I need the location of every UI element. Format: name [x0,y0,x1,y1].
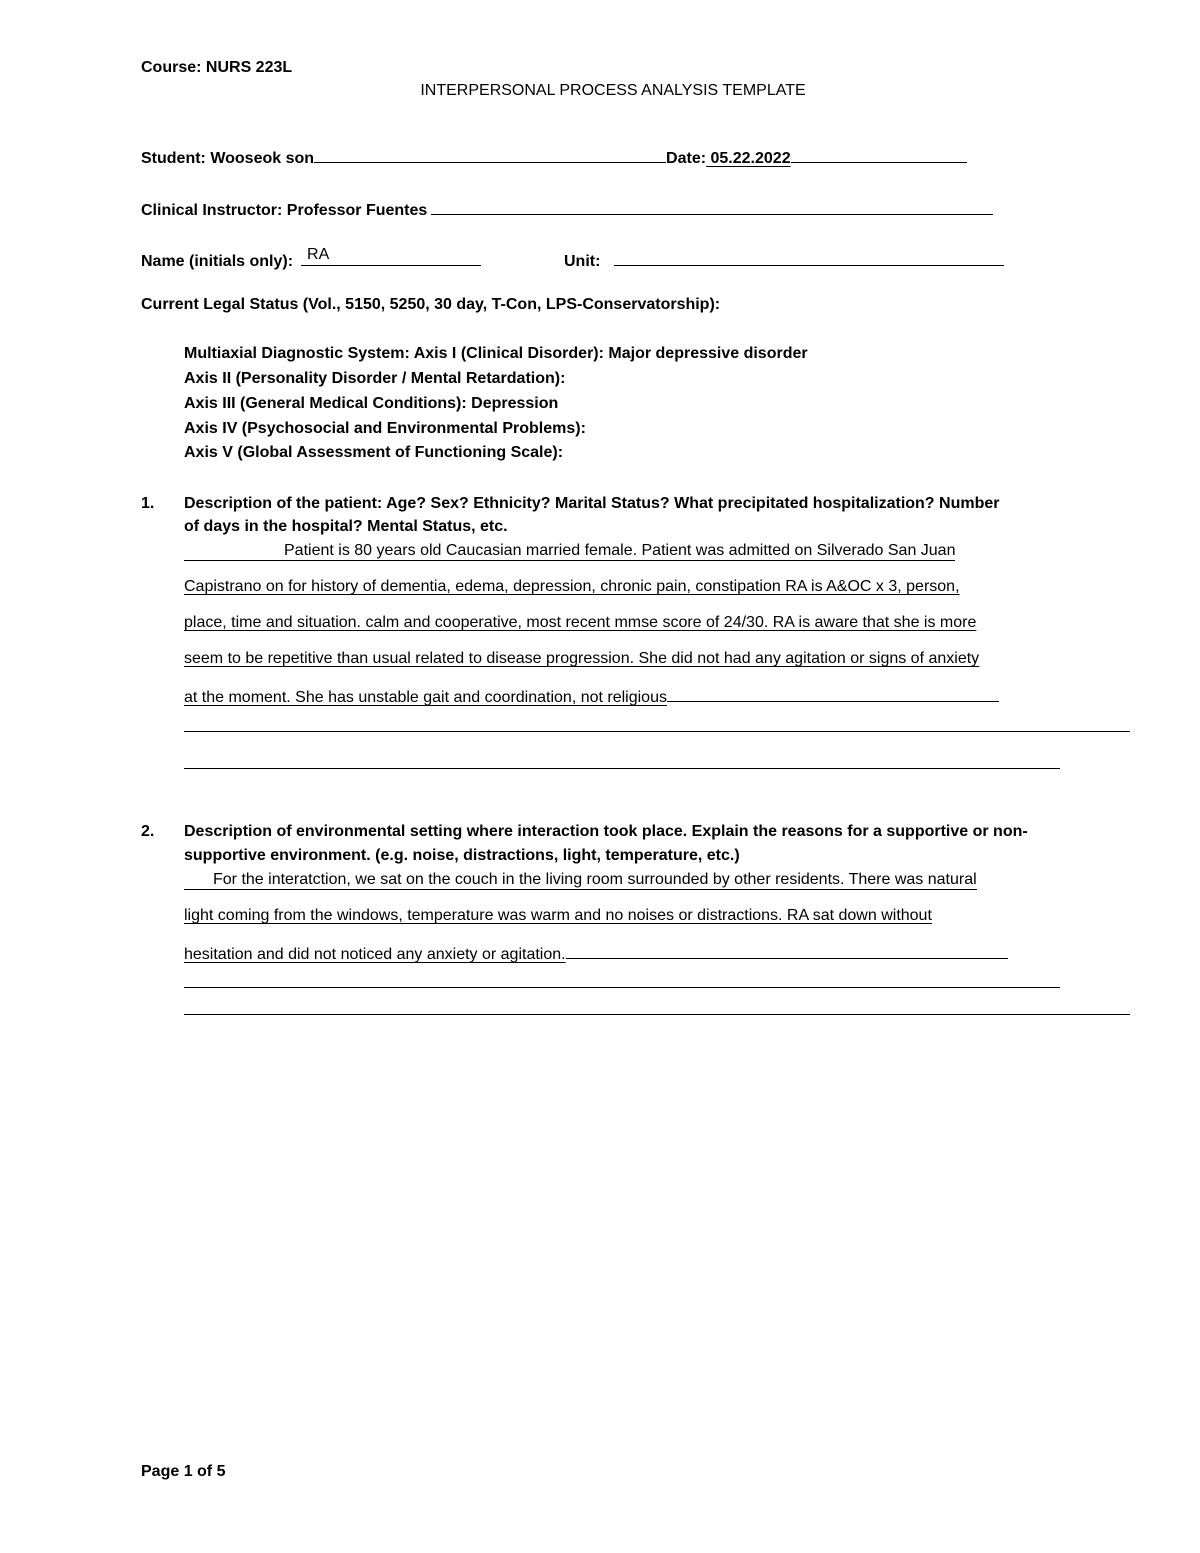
axis-ii: Axis II (Personality Disorder / Mental Retardation): [184,370,566,387]
section1-answer-line5-row [184,685,999,708]
section1-blank-line-2 [184,768,1060,769]
axis-iv: Axis IV (Psychosocial and Environmental Problems): [184,420,586,437]
document-title: INTERPERSONAL PROCESS ANALYSIS TEMPLATE [420,82,806,99]
instructor-label: Clinical Instructor: Professor Fuentes [141,202,428,219]
name-value: RA [307,246,330,263]
name-field[interactable] [301,246,481,266]
section1-prompt-line1: Description of the patient: Age? Sex? Ethnicity? Marital Status? What precipitated hospitalization? Number [184,495,1000,512]
student-fill-line [314,146,666,163]
section2-answer-line2: light coming from the windows, temperature was warm and no noises or distractions. RA sat down without [184,907,932,924]
section1-answer-line5: at the moment. She has unstable gait and coordination, not religious [184,689,667,706]
section2-answer-line1 [184,870,977,890]
legal-status-label: Current Legal Status (Vol., 5150, 5250, 30 day, T-Con, LPS-Conservatorship): [141,296,721,313]
section1-blank-line-1 [184,731,1130,732]
date-label: Date: [666,150,707,167]
section2-fill-line [566,942,1008,959]
section2-blank-line-1 [184,987,1060,988]
section1-prompt-line2: of days in the hospital? Mental Status, etc. [184,518,508,535]
section2-answer-line3-row [184,942,1008,965]
instructor-fill-line [431,198,993,215]
course-label: Course: NURS 223L [141,59,293,76]
section2-prompt-line2: supportive environment. (e.g. noise, distractions, light, temperature, etc.) [184,847,740,864]
name-label: Name (initials only): [141,253,294,270]
section1-number: 1. [141,495,155,512]
page-number: Page 1 of 5 [141,1463,226,1480]
section1-answer-line3: place, time and situation. calm and cooperative, most recent mmse score of 24/30. RA is aware that she is more [184,614,977,631]
section2-number: 2. [141,823,155,840]
section1-answer-line4: seem to be repetitive than usual related to disease progression. She did not had any agitation or signs of anxiety [184,650,980,667]
date-fill-line [791,146,967,163]
instructor-row [141,198,993,221]
unit-label: Unit: [564,253,601,270]
date-value[interactable]: 05.22.2022 [706,150,791,167]
section1-fill-line [667,685,999,702]
section1-answer-line2: Capistrano on for history of dementia, edema, depression, chronic pain, constipation RA is A&OC x 3, person, [184,578,960,595]
axis-i: Multiaxial Diagnostic System: Axis I (Clinical Disorder): Major depressive disorder [184,345,808,362]
axis-v: Axis V (Global Assessment of Functioning Scale): [184,444,564,461]
unit-row [564,249,1004,272]
section1-answer-line1 [184,541,1029,561]
section2-answer-line3: hesitation and did not noticed any anxiety or agitation. [184,946,566,963]
student-row [141,146,967,169]
axis-iii: Axis III (General Medical Conditions): Depression [184,395,559,412]
name-row [141,246,481,272]
section2-blank-line-2 [184,1014,1130,1015]
unit-field[interactable] [614,249,1004,266]
section2-prompt-line1: Description of environmental setting where interaction took place. Explain the reasons for a supportive or non- [184,823,1028,840]
section1-answer-text: Patient is 80 years old Caucasian married female. Patient was admitted on Silverado San Juan [184,542,955,561]
section2-answer-text: For the interatction, we sat on the couch in the living room surrounded by other residents. There was natural [184,871,977,890]
student-label: Student: Wooseok son [141,150,315,167]
